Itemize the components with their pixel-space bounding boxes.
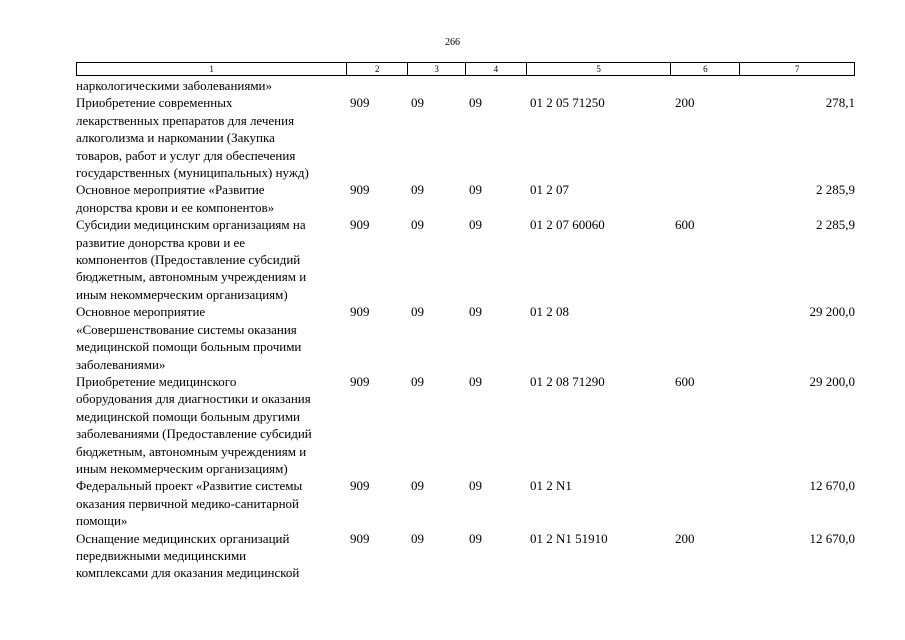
row-col-2 — [346, 77, 407, 94]
row-col-6: 600 — [675, 217, 695, 233]
row-col-7 — [740, 77, 855, 94]
row-col-5: 01 2 08 — [530, 304, 569, 320]
row-name-line: развитие донорства крови и ее — [76, 234, 246, 250]
row-col-7: 2 285,9 — [816, 217, 855, 233]
row-col-4: 09 — [469, 304, 482, 320]
row-col-3: 09 — [411, 530, 424, 546]
row-name — [76, 373, 346, 477]
table-row — [76, 373, 855, 477]
row-col-5: 01 2 05 71250 — [530, 95, 605, 111]
header-col-7: 7 — [739, 63, 854, 75]
row-col-5: 01 2 N1 51910 — [530, 530, 608, 546]
row-name — [76, 530, 346, 582]
header-col-5: 5 — [526, 63, 671, 75]
row-col-7: 12 670,0 — [809, 530, 855, 546]
header-col-2: 2 — [346, 63, 407, 75]
row-col-6 — [671, 77, 740, 94]
table-row — [76, 77, 855, 94]
row-name-line: государственных (муниципальных) нужд) — [76, 165, 309, 181]
row-col-2: 909 — [350, 95, 370, 111]
row-col-3: 09 — [411, 304, 424, 320]
row-name-line: лекарственных препаратов для лечения — [76, 112, 295, 128]
row-name-line: комплексами для оказания медицинской — [76, 565, 300, 581]
row-name-line: заболеваниями» — [76, 356, 166, 372]
row-name-line: помощи» — [76, 513, 128, 529]
row-col-3: 09 — [411, 182, 424, 198]
table-body — [76, 77, 855, 582]
row-col-6 — [671, 477, 740, 529]
row-name-line: иным некоммерческим организациям) — [76, 460, 288, 476]
row-name-line: Приобретение современных — [76, 95, 233, 111]
row-col-2: 909 — [350, 530, 370, 546]
row-name — [76, 77, 346, 94]
row-col-5: 01 2 08 71290 — [530, 373, 605, 389]
row-col-4: 09 — [469, 217, 482, 233]
row-name-line: «Совершенствование системы оказания — [76, 321, 297, 337]
row-name-line: алкоголизма и наркомании (Закупка — [76, 130, 275, 146]
row-col-6 — [671, 181, 740, 216]
row-name-line: Оснащение медицинских организаций — [76, 530, 290, 546]
row-col-4: 09 — [469, 478, 482, 494]
row-col-2: 909 — [350, 304, 370, 320]
row-name-line: бюджетным, автономным учреждениям и — [76, 269, 307, 285]
row-col-3: 09 — [411, 217, 424, 233]
row-col-4: 09 — [469, 95, 482, 111]
table-row — [76, 181, 855, 216]
row-name-line: компонентов (Предоставление субсидий — [76, 252, 301, 268]
row-col-2: 909 — [350, 478, 370, 494]
row-name-line: медицинской помощи больным другими — [76, 408, 300, 424]
row-name — [76, 94, 346, 181]
table-row — [76, 530, 855, 582]
row-name-line: Субсидии медицинским организациям на — [76, 217, 306, 233]
table-row — [76, 303, 855, 373]
row-col-5: 01 2 N1 — [530, 478, 572, 494]
row-name-line: бюджетным, автономным учреждениям и — [76, 443, 307, 459]
row-col-2: 909 — [350, 182, 370, 198]
row-name-line: Приобретение медицинского — [76, 373, 237, 389]
row-col-3: 09 — [411, 373, 424, 389]
row-name — [76, 303, 346, 373]
row-col-5: 01 2 07 — [530, 182, 569, 198]
row-col-4 — [465, 77, 526, 94]
row-col-6: 200 — [675, 95, 695, 111]
table-row — [76, 94, 855, 181]
table-row — [76, 216, 855, 303]
row-col-7: 278,1 — [825, 95, 855, 111]
row-name-line: медицинской помощи больным прочими — [76, 339, 302, 355]
row-name-line: товаров, работ и услуг для обеспечения — [76, 147, 296, 163]
row-name-line: заболеваниями (Предоставление субсидий — [76, 426, 312, 442]
row-name-line: наркологическими заболеваниями» — [76, 78, 273, 93]
row-col-3 — [407, 77, 465, 94]
row-col-5 — [526, 77, 671, 94]
row-name-line: передвижными медицинскими — [76, 547, 247, 563]
row-col-3: 09 — [411, 478, 424, 494]
table-header — [76, 62, 855, 76]
row-col-7: 29 200,0 — [809, 373, 855, 389]
row-col-4: 09 — [469, 373, 482, 389]
row-name-line: донорства крови и ее компонентов» — [76, 199, 275, 215]
row-name-line: Основное мероприятие — [76, 304, 206, 320]
page-number: 266 — [445, 37, 460, 48]
row-col-3: 09 — [411, 95, 424, 111]
row-name-line: оборудования для диагностики и оказания — [76, 391, 311, 407]
row-col-4: 09 — [469, 182, 482, 198]
row-name — [76, 216, 346, 303]
row-col-6: 600 — [675, 373, 695, 389]
header-col-6: 6 — [670, 63, 739, 75]
row-col-6 — [671, 303, 740, 373]
row-name-line: Федеральный проект «Развитие системы — [76, 478, 303, 494]
row-name — [76, 181, 346, 216]
row-name-line: оказания первичной медико-санитарной — [76, 495, 299, 511]
header-col-1: 1 — [209, 64, 214, 74]
table-row — [76, 477, 855, 529]
row-col-7: 29 200,0 — [809, 304, 855, 320]
header-col-3: 3 — [407, 63, 465, 75]
row-col-4: 09 — [469, 530, 482, 546]
row-col-5: 01 2 07 60060 — [530, 217, 605, 233]
header-col-4: 4 — [465, 63, 526, 75]
row-name — [76, 477, 346, 529]
row-col-7: 12 670,0 — [809, 478, 855, 494]
row-name-line: Основное мероприятие «Развитие — [76, 182, 265, 198]
row-col-7: 2 285,9 — [816, 182, 855, 198]
row-name-line: иным некоммерческим организациям) — [76, 286, 288, 302]
row-col-2: 909 — [350, 217, 370, 233]
row-col-2: 909 — [350, 373, 370, 389]
row-col-6: 200 — [675, 530, 695, 546]
